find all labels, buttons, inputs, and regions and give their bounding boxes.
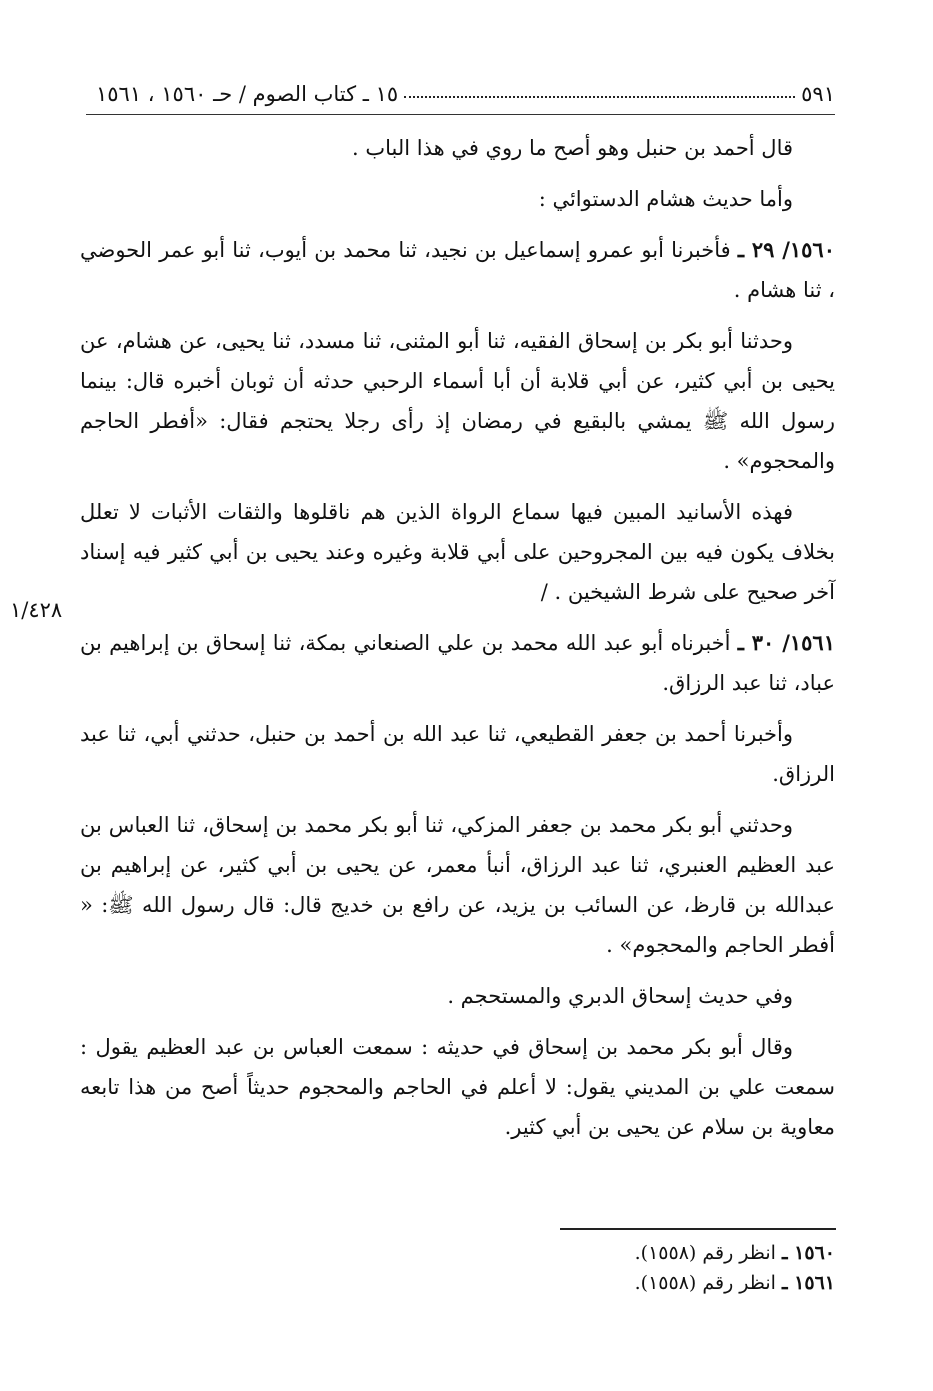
running-header bbox=[88, 66, 835, 106]
page-number: ٥٩١ bbox=[801, 82, 835, 106]
paragraph bbox=[80, 805, 835, 965]
paragraph-text: فأخبرنا أبو عمرو إسماعيل بن نجيد، ثنا محمد بن أيوب، ثنا أبو عمر الحوضي ، ثنا هشام . bbox=[80, 238, 835, 302]
footnote bbox=[80, 1238, 835, 1268]
hadith-number: ١٥٦٠/ ٢٩ ـ bbox=[737, 237, 835, 262]
footnote-rule bbox=[560, 1228, 836, 1230]
paragraph bbox=[80, 321, 835, 481]
paragraph-text: فهذه الأسانيد المبين فيها سماع الرواة الذين هم ناقلوها والثقات الأثبات لا تعلل بخلاف يكون فيه بين المجروحين على أبي قلابة وغيره وعند يحيى بن أبي كثير فيه إسناد آخر صحيح على شرط الشيخين . / bbox=[80, 500, 835, 604]
paragraph bbox=[80, 623, 835, 703]
footnote bbox=[80, 1268, 835, 1298]
paragraph-text: وفي حديث إسحاق الدبري والمستحجم . bbox=[447, 984, 793, 1008]
paragraph-text: أخبرناه أبو عبد الله محمد بن علي الصنعاني بمكة، ثنا إسحاق بن إبراهيم بن عباد، ثنا عبد الرزاق. bbox=[80, 631, 835, 695]
paragraph bbox=[80, 976, 835, 1016]
paragraph bbox=[80, 1027, 835, 1147]
footnote-text: انظر رقم (١٥٥٨). bbox=[634, 1272, 782, 1294]
paragraph bbox=[80, 714, 835, 794]
footnote-text: انظر رقم (١٥٥٨). bbox=[634, 1242, 782, 1264]
paragraph-text: وأخبرنا أحمد بن جعفر القطيعي، ثنا عبد الله بن أحمد بن حنبل، حدثني أبي، ثنا عبد الرزاق. bbox=[80, 722, 835, 786]
paragraph-text: قال أحمد بن حنبل وهو أصح ما روي في هذا الباب . bbox=[351, 136, 793, 160]
header-title: ١٥ ـ كتاب الصوم / حـ ١٥٦٠ ، ١٥٦١ bbox=[96, 82, 399, 106]
paragraph bbox=[80, 230, 835, 310]
paragraph bbox=[80, 179, 835, 219]
paragraph bbox=[80, 492, 835, 612]
margin-note: ١/٤٢٨ bbox=[10, 598, 63, 622]
paragraph-text: وقال أبو بكر محمد بن إسحاق في حديثه : سمعت العباس بن عبد العظيم يقول : سمعت علي بن المديني يقول: لا أعلم في الحاجم والمحجوم حديثاً أصح من هذا تابعه معاوية بن سلام عن يحيى بن أبي كثير. bbox=[80, 1035, 835, 1139]
header-dot-leader bbox=[404, 96, 795, 98]
footnote-number: ١٥٦٠ ـ bbox=[781, 1242, 835, 1264]
paragraph-text: وحدثني أبو بكر محمد بن جعفر المزكي، ثنا أبو بكر محمد بن إسحاق، ثنا العباس بن عبد العظيم العنبري، ثنا عبد الرزاق، أنبأ معمر، عن يحيى بن أبي كثير، عن إبراهيم بن عبدالله بن قارظ، عن السائب بن يزيد، عن رافع بن خديج قال: قال رسول الله ﷺ: « أفطر الحاجم والمحجوم» . bbox=[80, 813, 835, 957]
paragraph-text: وحدثنا أبو بكر بن إسحاق الفقيه، ثنا أبو المثنى، ثنا مسدد، ثنا يحيى، عن هشام، عن يحيى بن أبي كثير، عن أبي قلابة أن أبا أسماء الرحبي حدثه أن ثوبان أخبره قال: بينما رسول الله ﷺ يمشي بالبقيع في رمضان إذ رأى رجلا يحتجم فقال: «أفطر الحاجم والمحجوم» . bbox=[80, 329, 835, 473]
main-text bbox=[80, 128, 835, 1158]
footnotes bbox=[80, 1238, 835, 1298]
footnote-number: ١٥٦١ ـ bbox=[781, 1272, 835, 1294]
hadith-number: ١٥٦١/ ٣٠ ـ bbox=[737, 630, 835, 655]
paragraph-text: وأما حديث هشام الدستوائي : bbox=[538, 187, 793, 211]
header-rule bbox=[86, 114, 835, 115]
paragraph bbox=[80, 128, 835, 168]
